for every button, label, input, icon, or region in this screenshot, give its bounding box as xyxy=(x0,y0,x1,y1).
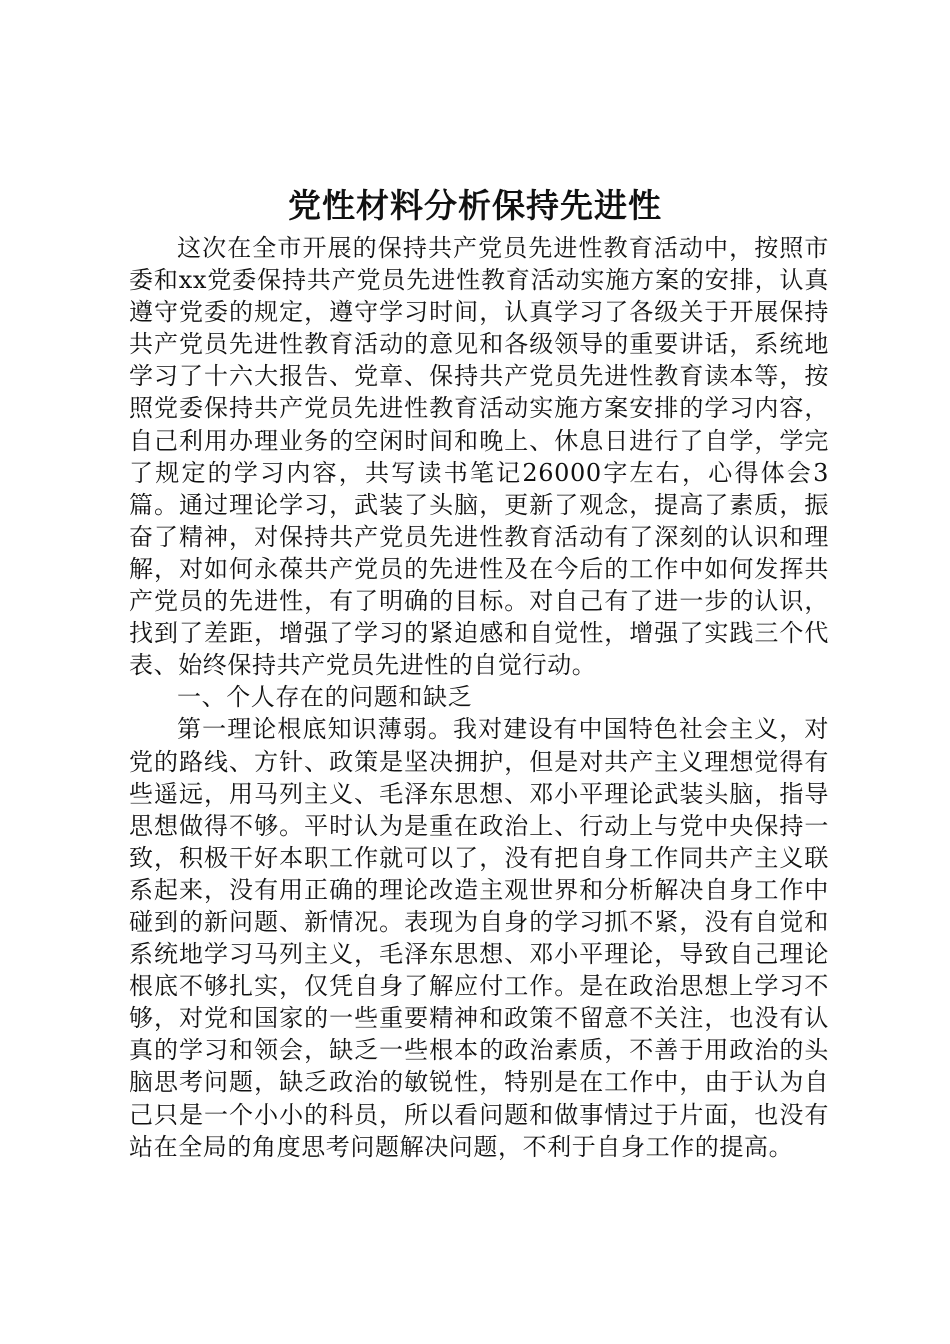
document-title: 党性材料分析保持先进性 xyxy=(288,186,662,225)
intro-paragraph: 这次在全市开展的保持共产党员先进性教育活动中，按照市委和xx党委保持共产党员先进性教育活动实施方案的安排，认真遵守党委的规定，遵守学习时间，认真学习了各级关于开展保持共产党员先进性教育活动的意见和各级领导的重要讲话，系统地学习了十六大报告、党章、保持共产党员先进性教育读本等，按照党委保持共产党员先进性教育活动实施方案安排的学习内容，自己利用办理业务的空闲时间和晚上、休息日进行了自学，学完了规定的学习内容，共写读书笔记26000字左右，心得体会3篇。通过理论学习，武装了头脑，更新了观念，提高了素质，振奋了精神，对保持共产党员先进性教育活动有了深刻的认识和理解，对如何永葆共产党员的先进性及在今后的工作中如何发挥共产党员的先进性，有了明确的目标。对自己有了进一步的认识，找到了差距，增强了学习的紧迫感和自觉性，增强了实践三个代表、始终保持共产党员先进性的自觉行动。 xyxy=(129,234,829,680)
document-body xyxy=(129,232,829,1163)
section-heading: 一、个人存在的问题和缺乏 xyxy=(177,683,473,712)
problem-paragraph: 第一理论根底知识薄弱。我对建设有中国特色社会主义，对党的路线、方针、政策是坚决拥护，但是对共产主义理想觉得有些遥远，用马列主义、毛泽东思想、邓小平理论武装头脑，指导思想做得不够。平时认为是重在政治上、行动上与党中央保持一致，积极干好本职工作就可以了，没有把自身工作同共产主义联系起来，没有用正确的理论改造主观世界和分析解决自身工作中碰到的新问题、新情况。表现为自身的学习抓不紧，没有自觉和系统地学习马列主义，毛泽东思想、邓小平理论，导致自己理论根底不够扎实，仅凭自身了解应付工作。是在政治思想上学习不够，对党和国家的一些重要精神和政策不留意不关注，也没有认真的学习和领会，缺乏一些根本的政治素质，不善于用政治的头脑思考问题，缺乏政治的敏锐性，特别是在工作中，由于认为自己只是一个小小的科员，所以看问题和做事情过于片面，也没有站在全局的角度思考问题解决问题，不利于自身工作的提高。 xyxy=(129,715,829,1161)
